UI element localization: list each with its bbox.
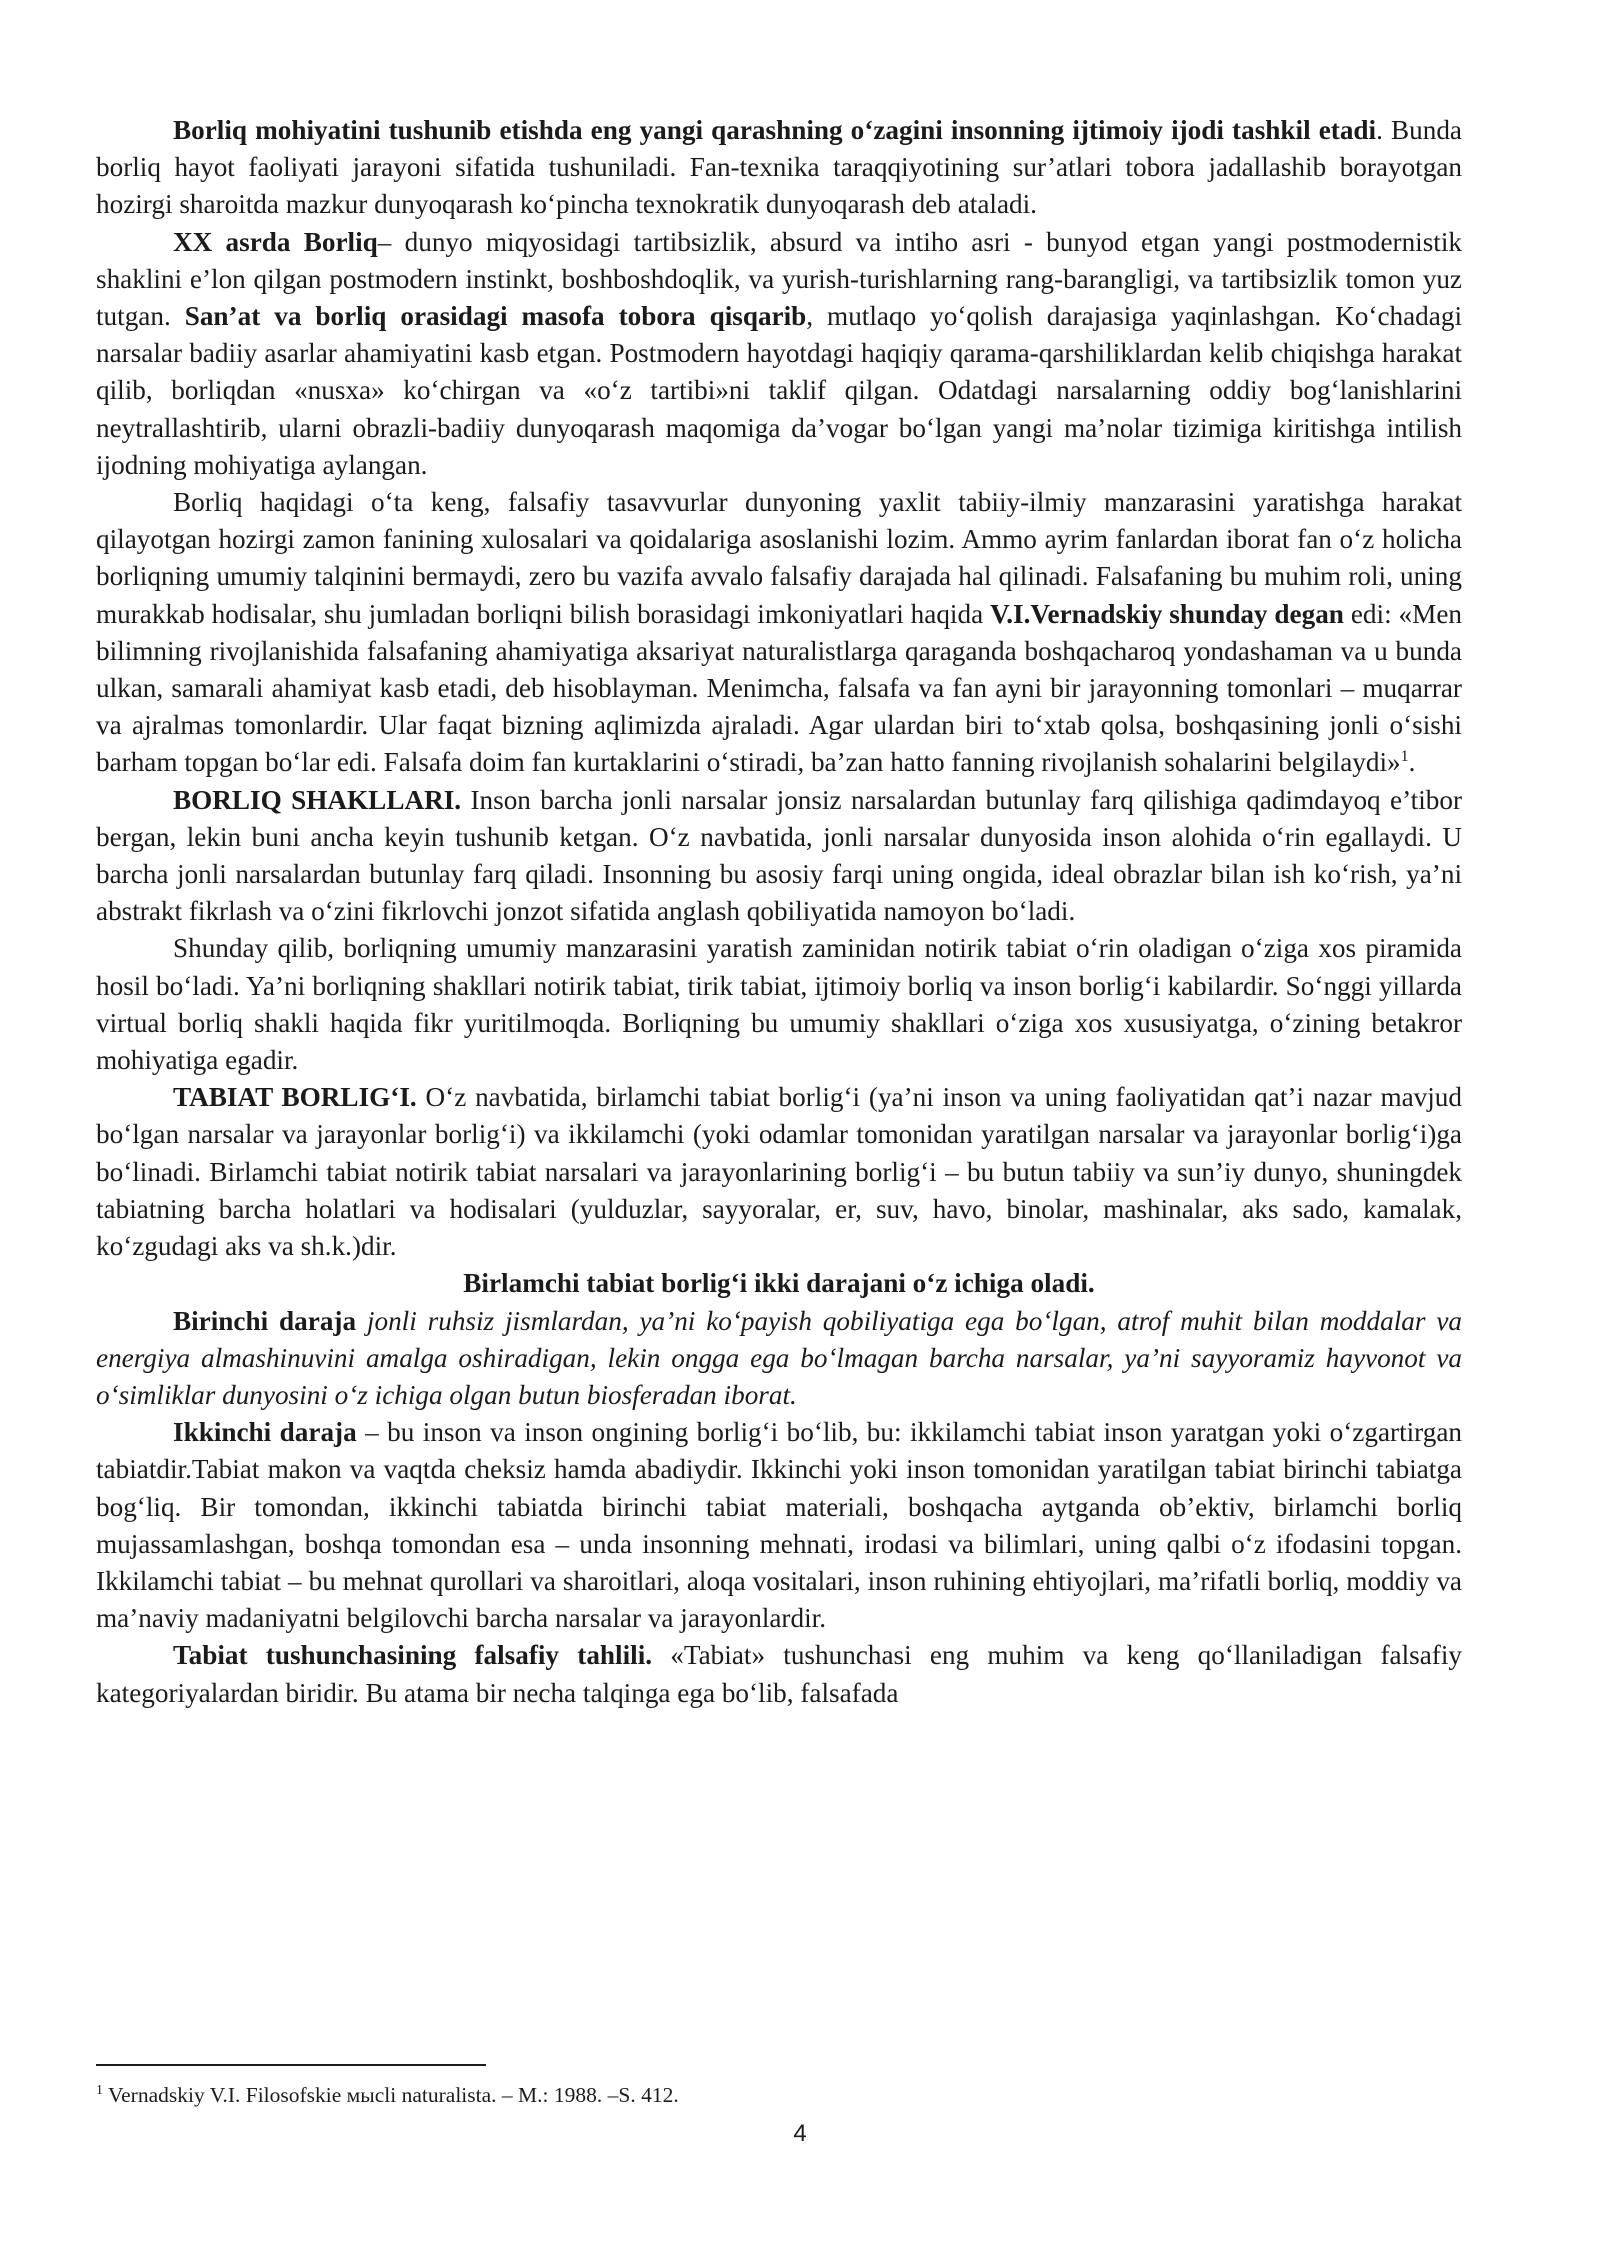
paragraph-1	[96, 112, 1462, 224]
paragraph-text: – dunyo miqyosidagi tartibsizlik, absurd va intiho asri - bunyod etgan yangi postmodernistik shaklini e’lon qilgan postmodern instinkt, boshboshdoqlik, va yurish-turishlarning rang-barangligi, va tartibsizlik tomon yuz tutgan.	[96, 226, 1462, 332]
paragraph-8	[96, 1414, 1462, 1637]
footnote-ref[interactable]: 1	[1400, 748, 1409, 766]
paragraph-text: . Bunda borliq hayot faoliyati jarayoni sifatida tushuniladi. Fan-texnika taraqqiyotining sur’atlari tobora jadallashib borayotgan hozirgi sharoitda mazkur dunyoqarash ko‘pincha texnokratik dunyoqarash deb ataladi.	[96, 115, 1463, 220]
heading-text: Birlamchi tabiat borlig‘i ikki darajani o‘z ichiga oladi.	[463, 1268, 1095, 1299]
paragraph-text: – bu inson va inson ongining borlig‘i bo‘lib, bu: ikkilamchi tabiat inson yaratgan yoki o‘zgartirgan tabiatdir.Tabiat makon va vaqtda cheksiz hamda abadiydir. Ikkinchi yoki inson tomonidan yaratilgan tabiat birinchi tabiatga bog‘liq. Bir tomondan, ikkinchi tabiatda birinchi tabiat materiali, boshqacha aytganda ob’ektiv, birlamchi borliq mujassamlashgan, boshqa tomondan esa – unda insonning mehnati, irodasi va bilimlari, uning qalbi o‘z ifodasini topgan. Ikkilamchi tabiat – bu mehnat qurollari va sharoitlari, aloqa vositalari, inson ruhining ehtiyojlari, ma’rifatli borliq, moddiy va ma’naviy madaniyatni belgilovchi barcha narsalar va jarayonlardir.	[96, 1417, 1462, 1634]
footnote-divider	[96, 2064, 486, 2066]
paragraph-7	[96, 1303, 1462, 1415]
centered-heading	[96, 1265, 1462, 1302]
italic-text: jonli ruhsiz jismlardan, ya’ni ko‘payish qobiliyatiga ega bo‘lgan, atrof muhit bilan moddalar va energiya almashinuvini amalga oshiradigan, lekin ongga ega bo‘lmagan barcha narsalar, ya’ni sayyoramiz hayvonot va o‘simliklar dunyosini o‘z ichiga olgan butun biosferadan iborat.	[96, 1305, 1462, 1410]
bold-phrase: XX asrda Borliq	[173, 226, 378, 257]
paragraph-9	[96, 1637, 1462, 1711]
paragraph-text: Borliq haqidagi o‘ta keng, falsafiy tasavvurlar dunyoning yaxlit tabiiy-ilmiy manzarasini yaratishga harakat qilayotgan hozirgi zamon fanining xulosalari va qoidalariga asoslanishi lozim. Ammo ayrim fanlardan iborat fan o‘z holicha borliqning umumiy talqinini bermaydi, zero bu vazifa avvalo falsafiy darajada hal qilinadi. Falsafaning bu muhim roli, uning murakkab hodisalar, shu jumladan borliqni bilish borasidagi imkoniyatlari haqida	[96, 487, 1462, 629]
bold-phrase: San’at va borliq orasidagi masofa tobora qisqarib	[184, 301, 807, 332]
bold-phrase: Ikkinchi daraja	[173, 1417, 357, 1448]
paragraph-text: Inson barcha jonli narsalar jonsiz narsalardan butunlay farq qilishiga qadimdayoq e’tibor bergan, lekin buni ancha keyin tushunib ketgan. O‘z navbatida, jonli narsalar dunyosida inson alohida o‘rin egallaydi. U barcha jonli narsalardan butunlay farq qiladi. Insonning bu asosiy farqi uning ongida, ideal obrazlar bilan ish ko‘rish, ya’ni abstrakt fikrlash va o‘zini fikrlovchi jonzot sifatida anglash qobiliyatida namoyon bo‘ladi.	[96, 784, 1462, 927]
paragraph-2	[96, 224, 1462, 484]
bold-phrase: Birinchi daraja	[173, 1305, 357, 1336]
page-body	[96, 112, 1462, 1712]
paragraph-6	[96, 1079, 1462, 1265]
footnote-text: Vernadskiy V.I. Filosofskie мысli naturalista. – M.: 1988. –S. 412.	[103, 2083, 679, 2107]
paragraph-text: edi: «Men bilimning rivojlanishida falsafaning ahamiyatiga aksariyat naturalistlarga qaraganda boshqacharoq yondashaman va u bunda ulkan, samarali ahamiyat kasb etadi, deb hisoblayman. Menimcha, falsafa va fan ayni bir jarayonning tomonlari – muqarrar va ajralmas tomonlardir. Ular faqat bizning aqlimizda ajraladi. Agar ulardan biri to‘xtab qolsa, boshqasining jonli o‘sishi barham topgan bo‘lar edi. Falsafa doim fan kurtaklarini o‘stiradi, ba’zan hatto fanning rivojlanish sohalarini belgilaydi»	[96, 598, 1462, 778]
paragraph-text: Shunday qilib, borliqning umumiy manzarasini yaratish zaminidan notirik tabiat o‘rin oladigan o‘ziga xos piramida hosil bo‘ladi. Ya’ni borliqning shakllari notirik tabiat, tirik tabiat, ijtimoiy borliq va inson borlig‘i kabilardir. So‘nggi yillarda virtual borliq shakli haqida fikr yuritilmoqda. Borliqning bu umumiy shakllari o‘ziga xos xususiyatga, o‘zining betakror mohiyatiga egadir.	[96, 933, 1462, 1076]
section-heading: BORLIQ SHAKLLARI.	[173, 784, 462, 815]
paragraph-text: «Tabiat» tushunchasi eng muhim va keng qo‘llaniladigan falsafiy kategoriyalardan biridir. Bu atama bir necha talqinga ega bo‘lib, falsafada	[96, 1640, 1463, 1708]
paragraph-5	[96, 930, 1462, 1079]
paragraph-4	[96, 782, 1462, 931]
footnote-number: 1	[96, 2082, 103, 2098]
footnote	[96, 2083, 679, 2108]
paragraph-text: .	[1408, 747, 1416, 778]
page-number: 4	[793, 2120, 807, 2147]
bold-phrase: Borliq mohiyatini tushunib etishda eng yangi qarashning o‘zagini insonning ijtimoiy ijodi tashkil etadi	[173, 115, 1377, 145]
paragraph-text: O‘z navbatida, birlamchi tabiat borlig‘i (ya’ni inson va uning faoliyatidan qat’i nazar mavjud bo‘lgan narsalar va jarayonlar borlig‘i) va ikkilamchi (yoki odamlar tomonidan yaratilgan narsalar va jarayonlar borlig‘i)ga bo‘linadi. Birlamchi tabiat notirik tabiat narsalari va jarayonlarining borlig‘i – bu butun tabiiy va sun’iy dunyo, shuningdek tabiatning barcha holatlari va hodisalari (yulduzlar, sayyoralar, er, suv, havo, binolar, mashinalar, aks sado, kamalak, ko‘zgudagi aks va sh.k.)dir.	[96, 1082, 1462, 1262]
section-heading: TABIAT BORLIG‘I.	[173, 1082, 417, 1113]
section-heading: Tabiat tushunchasining falsafiy tahlili.	[173, 1640, 653, 1671]
paragraph-3	[96, 484, 1462, 782]
paragraph-text: , mutlaqo yo‘qolish darajasiga yaqinlashgan. Ko‘chadagi narsalar badiiy asarlar ahamiyatini kasb etgan. Postmodern hayotdagi haqiqiy qarama-qarshiliklardan kelib chiqishga harakat qilib, borliqdan «nusxa» ko‘chirgan va «o‘z tartibi»ni taklif qilgan. Odatdagi narsalarning oddiy bog‘lanishlarini neytrallashtirib, ularni obrazli-badiiy dunyoqarash maqomiga da’vogar bo‘lgan yangi ma’nolar tizimiga kiritishga intilish ijodning mohiyatiga aylangan.	[96, 301, 1462, 480]
bold-phrase: V.I.Vernadskiy shunday degan	[990, 598, 1344, 629]
